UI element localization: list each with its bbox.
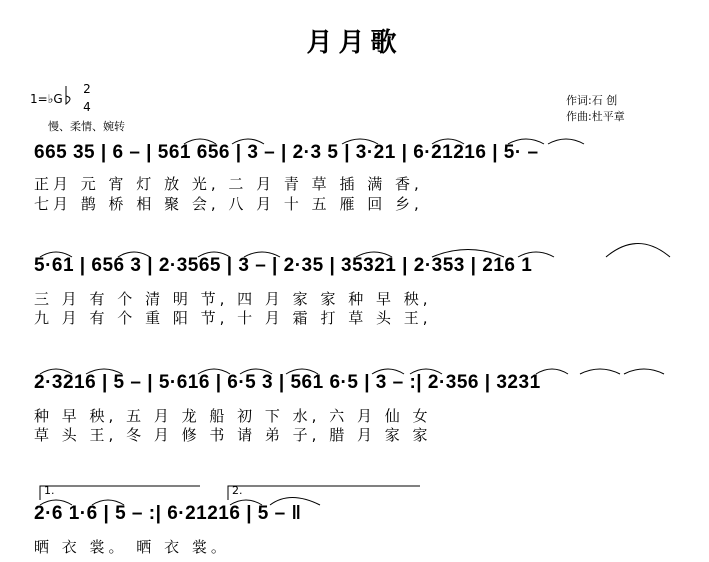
notation-row-1: 665 35 | 6 – | 561 656 | 3 – | 2·3 5 | 3·21 | 6·21216 | 5· – xyxy=(34,142,539,163)
composer-credit: 作曲:杜平章 xyxy=(566,110,625,123)
notation-row-3: 2·3216 | 5 – | 5·616 | 6·5 3 | 561 6·5 | 3 – :| 2·356 | 3231 xyxy=(34,372,541,393)
lyrics-row-4-verse-1: 晒 衣 裳。 晒 衣 裳。 xyxy=(34,538,230,556)
song-title: 月月歌 xyxy=(306,28,403,58)
lyrics-row-2-verse-1: 三 月 有 个 清 明 节, 四 月 家 家 种 早 秧, xyxy=(34,290,432,308)
lyrics-row-3-verse-1: 种 早 秧, 五 月 龙 船 初 下 水, 六 月 仙 女 xyxy=(34,407,432,425)
lyrics-row-2-verse-2: 九 月 有 个 重 阳 节, 十 月 霜 打 草 头 王, xyxy=(34,309,432,327)
notation-row-2: 5·61 | 656 3 | 2·3565 | 3 – | 2·35 | 35321 | 2·353 | 216 1 xyxy=(34,255,533,276)
volta-1-label: 1. xyxy=(44,484,55,497)
volta-2-label: 2. xyxy=(232,484,243,497)
lyrics-row-1-verse-1: 正月 元 宵 灯 放 光, 二 月 青 草 插 满 香, xyxy=(34,175,423,193)
notation-row-4: 2·6 1·6 | 5 – :| 6·21216 | 5 – ‖ xyxy=(34,503,302,524)
flat-icon xyxy=(66,86,70,104)
key-signature: 1=♭G xyxy=(30,92,63,106)
tempo-marking: 慢、柔情、婉转 xyxy=(48,120,125,133)
time-signature-bottom: 4 xyxy=(83,100,91,114)
lyrics-row-3-verse-2: 草 头 王, 冬 月 修 书 请 弟 子, 腊 月 家 家 xyxy=(34,426,432,444)
time-signature-top: 2 xyxy=(83,82,91,96)
lyrics-row-1-verse-2: 七月 鹊 桥 相 聚 会, 八 月 十 五 雁 回 乡, xyxy=(34,195,423,213)
lyricist-credit: 作词:石 创 xyxy=(566,94,618,107)
